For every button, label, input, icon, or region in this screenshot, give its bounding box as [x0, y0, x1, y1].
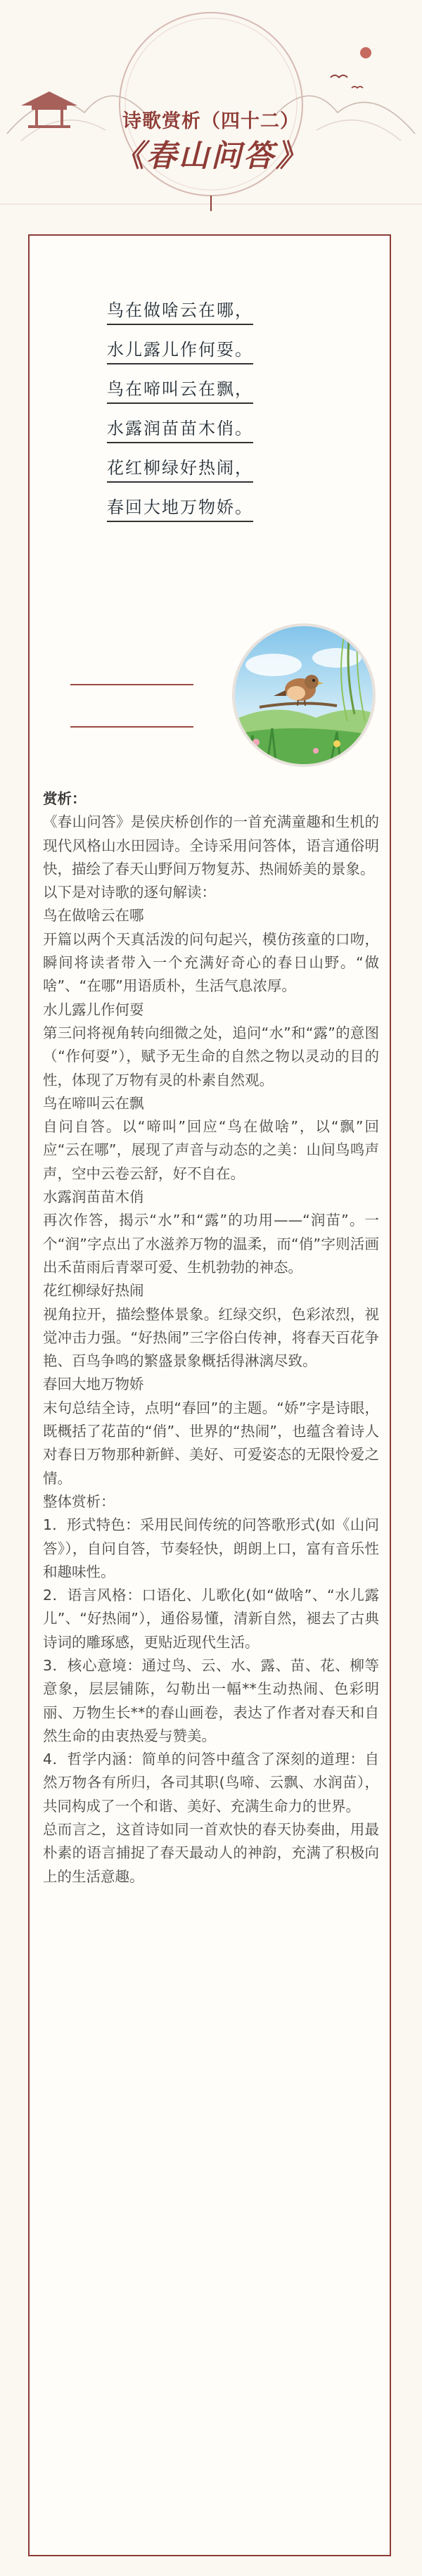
poem-line: 鸟在做啥云在哪， [107, 300, 318, 339]
analysis-paragraph: 再次作答，揭示“水”和“露”的功用——“润苗”。一个“润”字点出了水滋养万物的温柔，而“俏”字则活画出禾苗雨后青翠可爱、生机勃勃的神态。 [43, 1212, 379, 1276]
analysis-line-heading: 花红柳绿好热闹 [43, 1282, 144, 1300]
analysis-paragraph: 开篇以两个天真活泼的问句起兴，模仿孩童的口吻，瞬间将读者带入一个充满好奇心的春日山野。“做啥”、“在哪”用语质朴，生活气息浓厚。 [43, 930, 379, 995]
analysis-line-heading: 水露润苗苗木俏 [43, 1188, 144, 1206]
sun-icon [360, 47, 371, 58]
poem-block [107, 300, 318, 536]
series-title: 诗歌赏析（四十二） [122, 110, 300, 132]
analysis-point: 4．哲学内涵：简单的问答中蕴含了深刻的道理：自然万物各有所归，各司其职(鸟啼、云飘、水润苗），共同构成了一个和谐、美好、充满生命力的世界。 [43, 1751, 379, 1815]
analysis-line-heading: 春回大地万物娇 [43, 1376, 144, 1393]
analysis-line-heading: 鸟在做啥云在哪 [43, 907, 144, 925]
analysis-paragraph: 末句总结全诗，点明“春回”的主题。“娇”字是诗眼，既概括了花苗的“俏”、世界的“热闹”，也蕴含着诗人对春日万物那种新鲜、美好、可爱姿态的无限怜爱之情。 [43, 1399, 379, 1487]
analysis-section [43, 787, 379, 1889]
header-banner [0, 0, 422, 211]
poem-line: 花红柳绿好热闹， [107, 457, 318, 497]
divider-line [70, 726, 193, 728]
analysis-conclusion: 总而言之，这首诗如同一首欢快的春天协奏曲，用最朴素的语言捕捉了春天最动人的神韵，充满了积极向上的生活意趣。 [43, 1821, 379, 1885]
analysis-paragraph: 自问自答。以“啼叫”回应“鸟在做啥”，以“飘”回应“云在哪”，展现了声音与动态的之美：山间鸟鸣声声，空中云卷云舒，好不自在。 [43, 1118, 379, 1182]
poem-title: 《春山问答》 [114, 139, 308, 174]
analysis-point: 1．形式特色：采用民间传统的问答歌形式(如《山问答》），自问自答，节奏轻快，朗朗上口，富有音乐性和趣味性。 [43, 1516, 379, 1580]
analysis-paragraph: 第三问将视角转向细微之处，追问“水”和“露”的意图（“作何耍”），赋予无生命的自然之物以灵动的目的性，体现了万物有灵的朴素自然观。 [43, 1024, 379, 1089]
analysis-label: 赏析： [43, 790, 87, 807]
spring-bird-illustration [231, 623, 376, 768]
poem-line: 鸟在啼叫云在飘， [107, 379, 318, 418]
bird-icon [331, 75, 347, 77]
analysis-line-heading: 鸟在啼叫云在飘 [43, 1094, 144, 1112]
poem-line: 春回大地万物娇。 [107, 497, 318, 536]
analysis-paragraph: 《春山问答》是侯庆桥创作的一首充满童趣和生机的现代风格山水田园诗。全诗采用问答体，语言通俗明快，描绘了春天山野间万物复苏、热闹娇美的景象。 [43, 813, 379, 877]
poem-line: 水露润苗苗木俏。 [107, 418, 318, 457]
analysis-paragraph: 以下是对诗歌的逐句解读： [43, 884, 216, 901]
analysis-paragraph: 视角拉开，描绘整体景象。红绿交织，色彩浓烈，视觉冲击力强。“好热闹”三字俗白传神，将春天百花争艳、百鸟争鸣的繁盛景象概括得淋漓尽致。 [43, 1305, 379, 1370]
analysis-line-heading: 水儿露儿作何耍 [43, 1001, 144, 1018]
divider-line [70, 684, 193, 685]
analysis-point: 2．语言风格：口语化、儿歌化(如“做啥”、“水儿露儿”、“好热闹”），通俗易懂，清新自然，褪去了古典诗词的雕琢感，更贴近现代生活。 [43, 1587, 379, 1651]
overall-heading: 整体赏析： [43, 1492, 115, 1510]
poem-line: 水儿露儿作何耍。 [107, 339, 318, 379]
analysis-point: 3．核心意境：通过鸟、云、水、露、苗、花、柳等意象，层层铺陈，勾勒出一幅**生动热闹、色彩明丽、万物生长**的春山画卷，表达了作者对春天和自然生命的由衷热爱与赞美。 [43, 1656, 379, 1744]
bird-icon [352, 87, 363, 88]
